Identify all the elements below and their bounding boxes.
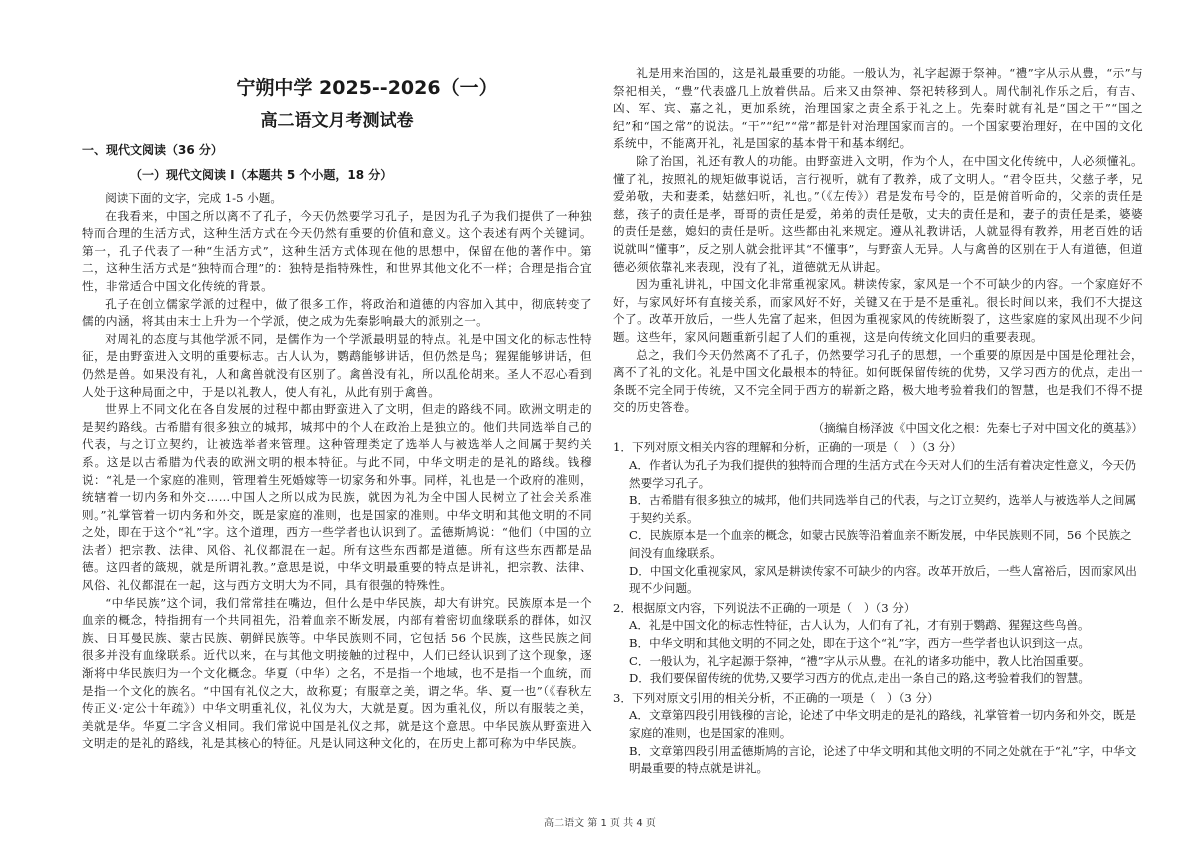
- subsection-title: （一）现代文阅读 I（本题共 5 个小题，18 分）: [130, 168, 393, 182]
- section-title: 一、现代文阅读（36 分）: [82, 143, 223, 157]
- passage-paragraph-7: 除了治国，礼还有教人的功能。由野蛮进入文明，作为个人，在中国文化传统中，人必须懂礼。懂了礼，按照礼的规矩做事说话，言行视听，就有了教养，成了文明人。“君令臣共，父慈子孝，兄爱弟敬，夫和妻柔，姑慈妇听，礼也。”（《左传》）君是发布号令的，臣是俯首听命的，父亲的责任是慈，孩子的责任是孝，哥哥的责任是爱，弟弟的责任是敬，丈夫的责任是和，妻子的责任是柔，婆婆的责任是慈，媳妇的责任是听。这些都由礼来规定。遵从礼教讲话，人就显得有教养，用老百姓的话说就叫“懂事”，反之别人就会批评其“不懂事”，与野蛮人无异。人与禽兽的区别在于人有道德，但道德必须依靠礼来表现，没有了礼，道德就无从讲起。: [613, 153, 1143, 274]
- right-column: [613, 0, 1143, 778]
- passage-source: （摘编自杨泽波《中国文化之根：先秦七子对中国文化的奠基》）: [812, 420, 1143, 435]
- passage-paragraph-9: 总之，我们今天仍然离不了孔子，仍然要学习孔子的思想，一个重要的原因是中国是伦理社会，离不了礼的文化。礼是中国文化最根本的特征。如何既保留传统的优势，又学习西方的优点，走出一条既不完全同于传统，又不完全同于西方的崭新之路，极大地考验着我们的智慧，也是我们不得不提交的历史答卷。: [613, 347, 1143, 415]
- option-b: B．文章第四段引用孟德斯鸠的言论，论述了中华文明和其他文明的不同之处就在于“礼”字，中华文明最重要的特点就是讲礼。: [629, 743, 1137, 776]
- option-a: A．文章第四段引用钱穆的言论，论述了中华文明走的是礼的路线，礼掌管着一切内务和外交，既是家庭的准则，也是国家的准则。: [629, 708, 1136, 740]
- question-1: [613, 439, 1143, 597]
- school-title: 宁朔中学 2025--2026（一）: [236, 77, 498, 99]
- option-a: A．作者认为孔子为我们提供的独特而合理的生活方式在今天对人们的生活有着决定性意义，今天仍然要学习孔子。: [629, 458, 1136, 490]
- passage-paragraph-4: 世界上不同文化在各自发展的过程中都由野蛮进入了文明，但走的路线不同。欧洲文明走的是契约路线。古希腊有很多独立的城邦，城邦中的个人在政治上是独立的。他们共同选举自己的代表，与之订立契约，让被选举者来管理。这种管理类定了选举人与被选举人之间属于契约关系。这是以古希腊为代表的欧洲文明的根本特征。与此不同，中华文明走的是礼的路线。钱穆说：“礼是一个家庭的准则，管理着生死婚嫁等一切家务和外事。同样，礼也是一个政府的准则，统辖着一切内务和外交……中国人之所以成为民族，就因为礼为全中国人民树立了社会关系准则。”礼掌管着一切内务和外交，既是家庭的准则，也是国家的准则。中华文明和其他文明的不同之处，即在于这个“礼”字。这个道理，西方一些学者也认识到了。孟德斯鸠说：“他们（中国的立法者）把宗教、法律、风俗、礼仪都混在一起。所有这些东西都是道德。所有这些东西都是品德。这四者的箴规，就是所谓礼教。”意思是说，中华文明最重要的特点是讲礼，把宗教、法律、风俗、礼仪都混在一起，这与西方文明大为不同，具有很强的特殊性。: [82, 402, 592, 593]
- option-c: C．民族原本是一个血亲的概念，如蒙古民族等沿着血亲不断发展，中华民族则不同，56 个民族之间没有血缘联系。: [629, 528, 1132, 561]
- passage-paragraph-6: 礼是用来治国的，这是礼最重要的功能。一般认为，礼字起源于祭神。“禮”字从示从豊，“示”与祭祀相关，“豊”代表盛几上放着供品。后来又由祭神、祭祀转移到人。周代制礼作乐之后，有吉、凶、军、宾、嘉之礼，更加系统，治理国家之责全系于礼之上。先秦时就有礼是“国之干”“国之纪”和“国之常”的说法。“干”“纪”“常”都是针对治理国家而言的。一个国家要治理好，在中国的文化系统中，不能离开礼，礼是国家的基本骨干和基本纲纪。: [613, 66, 1143, 151]
- exam-title: 高二语文月考测试卷: [260, 111, 414, 131]
- question-3: [613, 690, 1143, 778]
- passage-paragraph-8: 因为重礼讲礼，中国文化非常重视家风。耕读传家，家风是一个不可缺少的内容。一个家庭好不好，与家风好坏有直接关系，而家风好不好，关键又在于是不是重礼。很长时间以来，我们不大提这个了。改革开放后，一些人先富了起来，但因为重视家风的传统断裂了，这些家庭的家风出现不少问题。这些年，家风问题重新引起了人们的重视，这是向传统文化回归的重要表现。: [613, 277, 1143, 344]
- page-footer: 高二语文 第 1 页 共 4 页: [544, 818, 656, 829]
- question-stem: 1．下列对原文相关内容的理解和分析，正确的一项是（ ）（3 分）: [613, 440, 962, 455]
- passage-paragraph-2: 孔子在创立儒家学派的过程中，做了很多工作，将政治和道德的内容加入其中，彻底转变了儒的内涵，将其由末士上升为一个学派，使之成为先秦影响最大的派别之一。: [82, 296, 592, 329]
- left-column: [82, 0, 592, 753]
- reading-instruction: 阅读下面的文字，完成 1-5 小题。: [105, 191, 282, 205]
- option-c: C．一般认为，礼字起源于祭神，“禮”字从示从豊。在礼的诸多功能中，教人比治国重要。: [629, 653, 1091, 668]
- option-d: D．我们要保留传统的优势,又要学习西方的优点,走出一条自己的路,这考验着我们的智慧。: [629, 671, 1090, 686]
- question-2: [613, 600, 1143, 688]
- passage-paragraph-1: 在我看来，中国之所以离不了孔子，今天仍然要学习孔子，是因为孔子为我们提供了一种独特而合理的生活方式，这种生活方式在今天仍然有重要的价值和意义。这个表述有两个关键词。第一，孔子代表了一种“生活方式”，这种生活方式体现在他的思想中，保留在他的著作中。第二，这种生活方式是“独特而合理”的：独特是指特殊性，和世界其他文化不一样；合理是指合宜性，非常适合中国文化传统的背景。: [82, 208, 592, 293]
- passage-paragraph-5: “中华民族”这个词，我们常常挂在嘴边，但什么是中华民族，却大有讲究。民族原本是一个血亲的概念，特指拥有一个共同祖先，沿着血亲不断发展，内部有着密切血缘联系的群体，如汉族、日耳曼民族、蒙古民族、朝鲜民族等。中华民族则不同，它包括 56 个民族，这些民族之间很多并没有血缘联系。近代以来，在与其他文明接触的过程中，人们已经认识到了这个现象，逐渐将中华民族归为一个文化概念。华夏（中华）之名，不是指一个地域，也不是指一个血统，而是指一个文化的族名。“中国有礼仪之大，故称夏；有服章之美，谓之华。华、夏一也”（《春秋左传正义·定公十年疏》）中华文明重礼仪，礼仪为大，大就是夏。因为重礼仪，所以有服装之美，美就是华。华夏二字含义相同。我们常说中国是礼仪之邦，就是这个意思。中华民族从野蛮进入文明走的是礼的路线，礼是其核心的特征。凡是认同这种文化的，在历史上都可称为中华民族。: [82, 595, 592, 751]
- option-b: B．古希腊有很多独立的城邦，他们共同选举自己的代表，与之订立契约，选举人与被选举人之间属于契约关系。: [629, 493, 1137, 525]
- question-stem: 3．下列对原文引用的相关分析，不正确的一项是（ ）（3 分）: [613, 690, 939, 705]
- option-d: D．中国文化重视家风，家风是耕读传家不可缺少的内容。改革开放后，一些人富裕后，因而家风出现不少问题。: [629, 563, 1137, 596]
- question-stem: 2．根据原文内容，下列说法不正确的一项是（ ）（3 分）: [613, 600, 916, 615]
- option-b: B．中华文明和其他文明的不同之处，即在于这个“礼”字，西方一些学者也认识到这一点。: [629, 636, 1090, 650]
- passage-paragraph-3: 对周礼的态度与其他学派不同，是儒作为一个学派最明显的特点。礼是中国文化的标志性特征，是由野蛮进入文明的重要标志。古人认为，鹦鹉能够讲话，但仍然是鸟；猩猩能够讲话，但仍然是兽。如果没有礼，人和禽兽就没有区别了。禽兽没有礼，所以乱伦胡来。圣人不忍心看到人处于这种局面之中，于是以礼教人，使人有礼，从此有别于禽兽。: [82, 331, 592, 399]
- option-a: A．礼是中国文化的标志性特征，古人认为，人们有了礼，才有别于鹦鹉、猩猩这些鸟兽。: [629, 618, 1090, 633]
